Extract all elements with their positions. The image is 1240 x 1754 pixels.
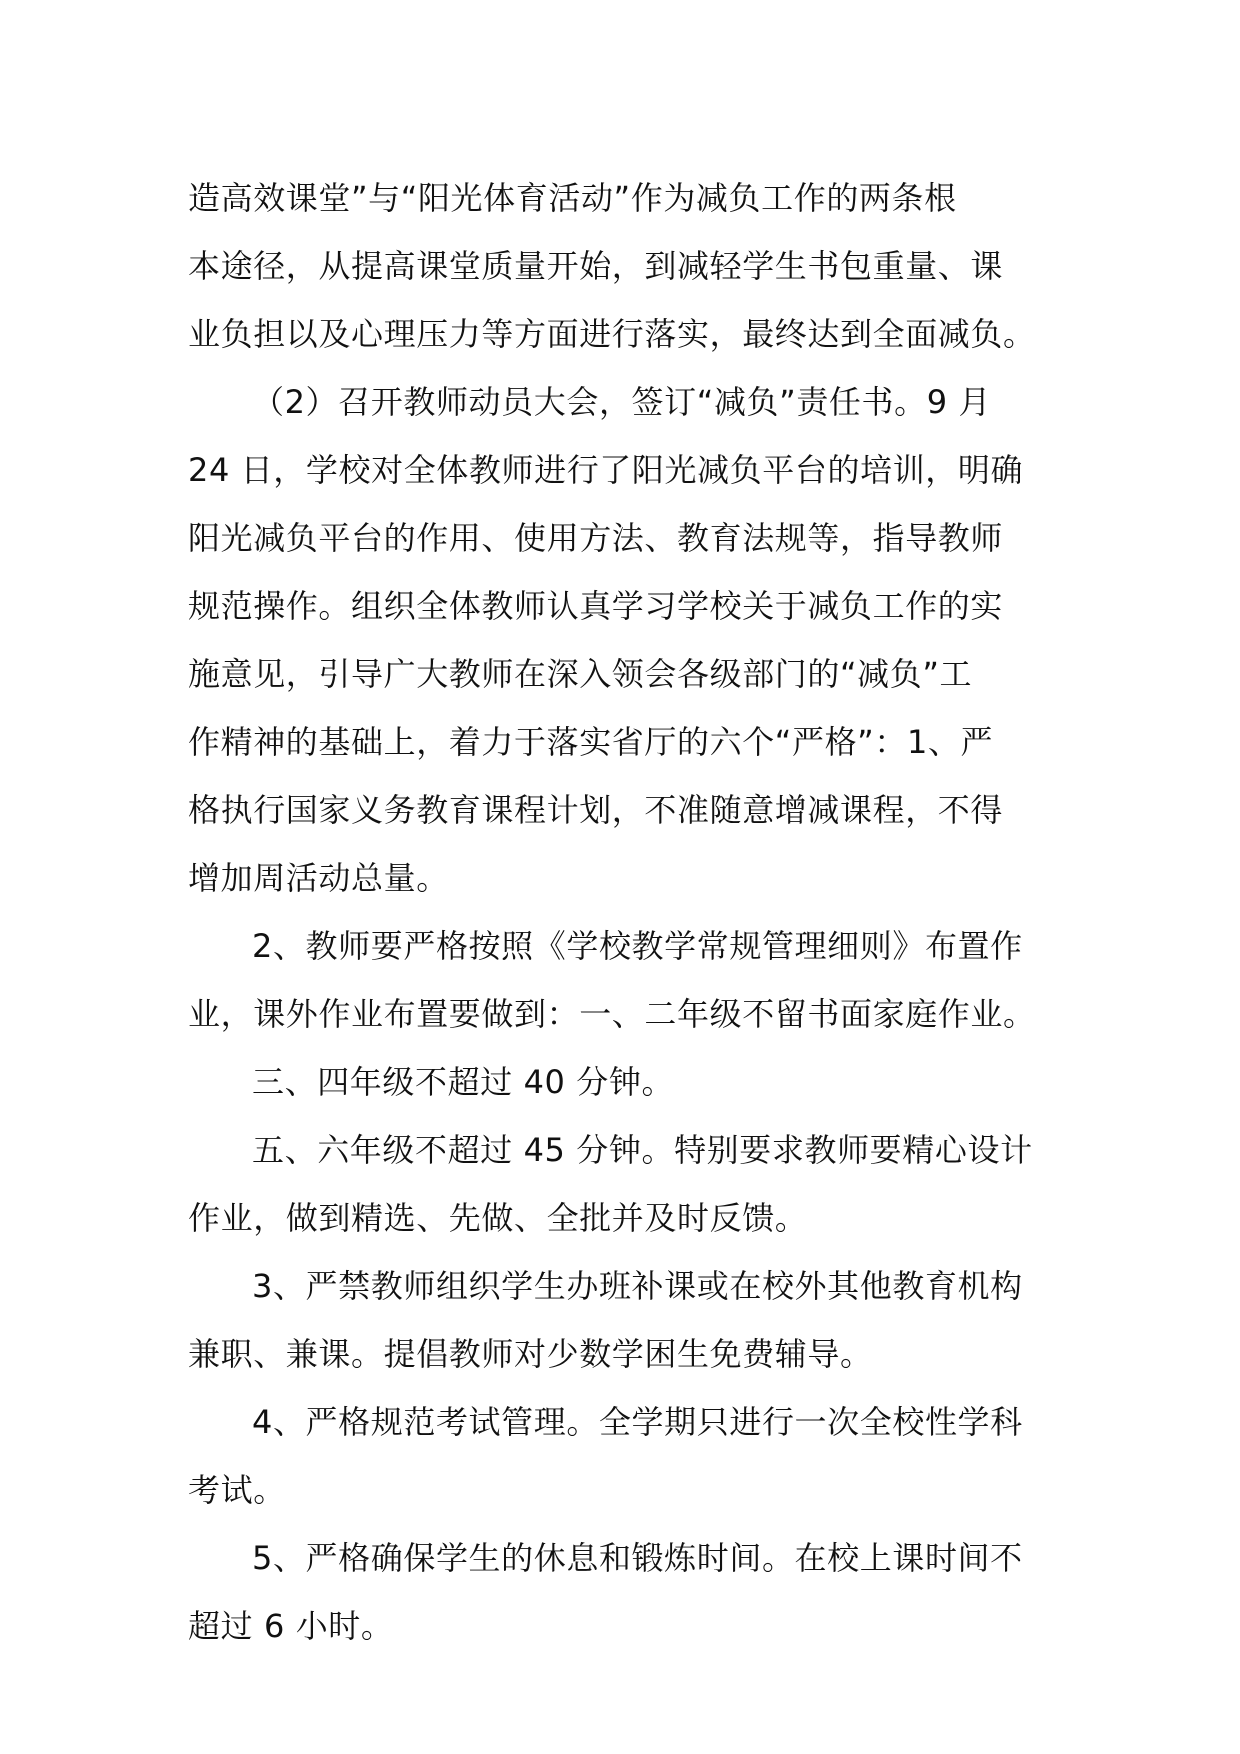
text-line: 阳光减负平台的作用、使用方法、教育法规等，指导教师 bbox=[188, 519, 1004, 557]
text-line: 2、教师要严格按照《学校教学常规管理细则》布置作 bbox=[252, 927, 1023, 965]
text-line: 5、严格确保学生的休息和锻炼时间。在校上课时间不 bbox=[252, 1539, 1023, 1577]
text-line: 业，课外作业布置要做到：一、二年级不留书面家庭作业。 bbox=[188, 995, 1036, 1033]
text-line: 五、六年级不超过 45 分钟。特别要求教师要精心设计 bbox=[252, 1131, 1033, 1169]
text-line: 业负担以及心理压力等方面进行落实，最终达到全面减负。 bbox=[188, 315, 1036, 353]
text-line: 三、四年级不超过 40 分钟。 bbox=[252, 1063, 675, 1101]
text-line: 作精神的基础上，着力于落实省厅的六个“严格”：1、严 bbox=[188, 723, 994, 761]
text-line: 格执行国家义务教育课程计划，不准随意增减课程，不得 bbox=[188, 791, 1004, 829]
text-line: 4、严格规范考试管理。全学期只进行一次全校性学科 bbox=[252, 1403, 1023, 1441]
text-line: 24 日，学校对全体教师进行了阳光减负平台的培训，明确 bbox=[188, 451, 1024, 489]
text-line: 兼职、兼课。提倡教师对少数学困生免费辅导。 bbox=[188, 1335, 873, 1373]
text-line: 施意见，引导广大教师在深入领会各级部门的“减负”工 bbox=[188, 655, 973, 693]
text-line: 超过 6 小时。 bbox=[188, 1607, 394, 1645]
text-line: 增加周活动总量。 bbox=[188, 859, 449, 897]
body-text bbox=[188, 164, 1052, 1660]
text-line: 考试。 bbox=[188, 1471, 286, 1509]
text-line: 造高效课堂”与“阳光体育活动”作为减负工作的两条根 bbox=[188, 179, 957, 217]
text-line: 3、严禁教师组织学生办班补课或在校外其他教育机构 bbox=[252, 1267, 1023, 1305]
text-line: （2）召开教师动员大会，签订“减负”责任书。9 月 bbox=[252, 383, 992, 421]
text-line: 作业，做到精选、先做、全批并及时反馈。 bbox=[188, 1199, 808, 1237]
text-line: 规范操作。组织全体教师认真学习学校关于减负工作的实 bbox=[188, 587, 1004, 625]
text-line: 本途径，从提高课堂质量开始，到减轻学生书包重量、课 bbox=[188, 247, 1004, 285]
